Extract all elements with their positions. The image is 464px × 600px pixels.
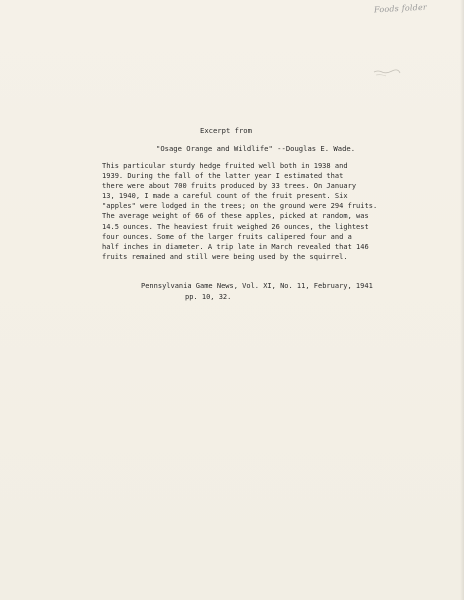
paragraph-line: fruits remained and still were being used by the squirrel.	[102, 252, 348, 261]
paragraph-line: This particular sturdy hedge fruited well both in 1938 and	[102, 162, 348, 170]
paragraph-line: The average weight of 66 of these apples, picked at random, was	[102, 212, 369, 221]
excerpt-heading: Excerpt from	[200, 126, 252, 135]
pencil-mark	[372, 64, 402, 80]
source-title: "Osage Orange and Wildlife" --Douglas E. Wade.	[156, 144, 356, 153]
paragraph-line: four ounces. Some of the larger fruits calipered four and a	[102, 232, 352, 241]
citation-pages: pp. 10, 32.	[185, 292, 232, 301]
excerpt-paragraph	[102, 161, 402, 262]
paragraph-line: 1939. During the fall of the latter year I estimated that	[102, 172, 344, 181]
paragraph-line: 13, 1940, I made a careful count of the fruit present. Six	[102, 192, 348, 201]
handwritten-note: Foods folder	[373, 2, 428, 15]
page-edge-shadow	[460, 0, 464, 600]
paragraph-line: half inches in diameter. A trip late in March revealed that 146	[102, 242, 369, 251]
paragraph-line: 14.5 ounces. The heaviest fruit weighed 26 ounces, the lightest	[102, 222, 369, 231]
paragraph-line: there were about 700 fruits produced by 33 trees. On January	[102, 182, 357, 191]
citation-journal: Pennsylvania Game News, Vol. XI, No. 11, February, 1941	[141, 282, 373, 290]
citation	[141, 281, 373, 302]
paragraph-line: "apples" were lodged in the trees; on the ground were 294 fruits.	[102, 202, 378, 211]
